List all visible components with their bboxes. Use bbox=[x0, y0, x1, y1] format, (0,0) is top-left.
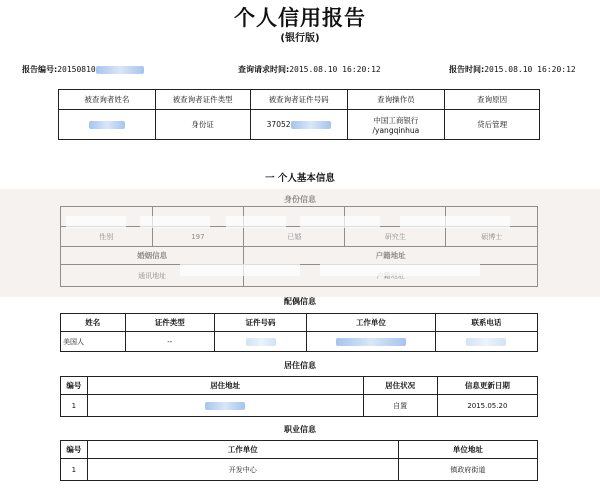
operator-bank: 中国工商银行 bbox=[373, 115, 419, 125]
query-header-operator: 查询操作员 bbox=[347, 90, 445, 110]
overlay-artifact bbox=[400, 216, 510, 228]
report-time-label: 报告时间: bbox=[449, 65, 485, 74]
report-number bbox=[22, 64, 144, 75]
spouse-name: 美国人 bbox=[61, 332, 126, 352]
residence-header-no: 编号 bbox=[61, 377, 88, 395]
redaction-blur bbox=[466, 338, 506, 346]
query-table bbox=[58, 89, 540, 140]
redaction-blur bbox=[246, 338, 276, 346]
report-time bbox=[449, 64, 576, 75]
occupation-address: 镇政府街道 bbox=[398, 459, 537, 481]
query-header-reason: 查询原因 bbox=[445, 90, 540, 110]
spouse-phone bbox=[435, 332, 537, 352]
redaction-blur bbox=[336, 338, 406, 346]
report-title: 个人信用报告 bbox=[234, 6, 366, 30]
spouse-header-name: 姓名 bbox=[61, 314, 126, 332]
redaction-blur bbox=[89, 121, 125, 129]
spouse-header-id-type: 证件类型 bbox=[125, 314, 214, 332]
query-time-value: 2015.08.10 16:20:12 bbox=[289, 65, 381, 74]
query-header-name: 被查询者姓名 bbox=[59, 90, 156, 110]
residence-address bbox=[87, 395, 363, 417]
query-header-id-type: 被查询者证件类型 bbox=[155, 90, 250, 110]
spouse-header-id-no: 证件号码 bbox=[214, 314, 306, 332]
operator-user: /yangqinhua bbox=[372, 125, 420, 135]
redaction-blur bbox=[96, 66, 144, 74]
overlay-artifact bbox=[180, 264, 300, 276]
occupation-header-employer: 工作单位 bbox=[87, 441, 398, 459]
occupation-title: 职业信息 bbox=[284, 425, 316, 434]
report-time-value: 2015.08.10 16:20:12 bbox=[484, 65, 576, 74]
residence-status: 自置 bbox=[363, 395, 437, 417]
overlay-artifact bbox=[66, 216, 126, 228]
redaction-blur bbox=[205, 402, 245, 410]
query-header-id-no: 被查询者证件号码 bbox=[250, 90, 347, 110]
overlay-band bbox=[0, 189, 600, 297]
id-no-text: 37052 bbox=[266, 120, 291, 129]
occupation-header-address: 单位地址 bbox=[398, 441, 537, 459]
query-request-time bbox=[238, 64, 381, 75]
query-cell-id-no bbox=[250, 110, 347, 140]
spouse-table bbox=[60, 313, 538, 352]
residence-updated: 2015.05.20 bbox=[437, 395, 537, 417]
spouse-id-no bbox=[214, 332, 306, 352]
overlay-artifact bbox=[226, 216, 286, 228]
spouse-title: 配偶信息 bbox=[284, 297, 316, 306]
residence-title: 居住信息 bbox=[284, 361, 316, 370]
residence-table bbox=[60, 376, 538, 417]
report-subtitle: (银行版) bbox=[280, 33, 320, 44]
query-cell-id-type: 身份证 bbox=[155, 110, 250, 140]
residence-header-status: 居住状况 bbox=[363, 377, 437, 395]
query-cell-reason: 贷后管理 bbox=[445, 110, 540, 140]
occupation-no: 1 bbox=[61, 459, 88, 481]
residence-header-address: 居住地址 bbox=[87, 377, 363, 395]
occupation-employer: 开发中心 bbox=[87, 459, 398, 481]
query-cell-operator bbox=[347, 110, 445, 140]
occupation-table bbox=[60, 440, 538, 481]
overlay-artifact bbox=[300, 216, 380, 228]
occupation-header-no: 编号 bbox=[61, 441, 88, 459]
overlay-artifact bbox=[320, 264, 480, 276]
query-time-label: 查询请求时间: bbox=[238, 65, 290, 74]
overlay-artifact bbox=[140, 216, 210, 228]
residence-header-updated: 信息更新日期 bbox=[437, 377, 537, 395]
query-cell-name bbox=[59, 110, 156, 140]
report-number-value: 20150810 bbox=[57, 65, 96, 74]
redaction-blur bbox=[291, 121, 331, 129]
spouse-header-phone: 联系电话 bbox=[435, 314, 537, 332]
section-basic-info-title: 一 个人基本信息 bbox=[265, 173, 335, 184]
report-number-label: 报告编号: bbox=[22, 65, 58, 74]
spouse-id-type: -- bbox=[125, 332, 214, 352]
spouse-employer bbox=[307, 332, 435, 352]
spouse-header-employer: 工作单位 bbox=[307, 314, 435, 332]
residence-no: 1 bbox=[61, 395, 88, 417]
